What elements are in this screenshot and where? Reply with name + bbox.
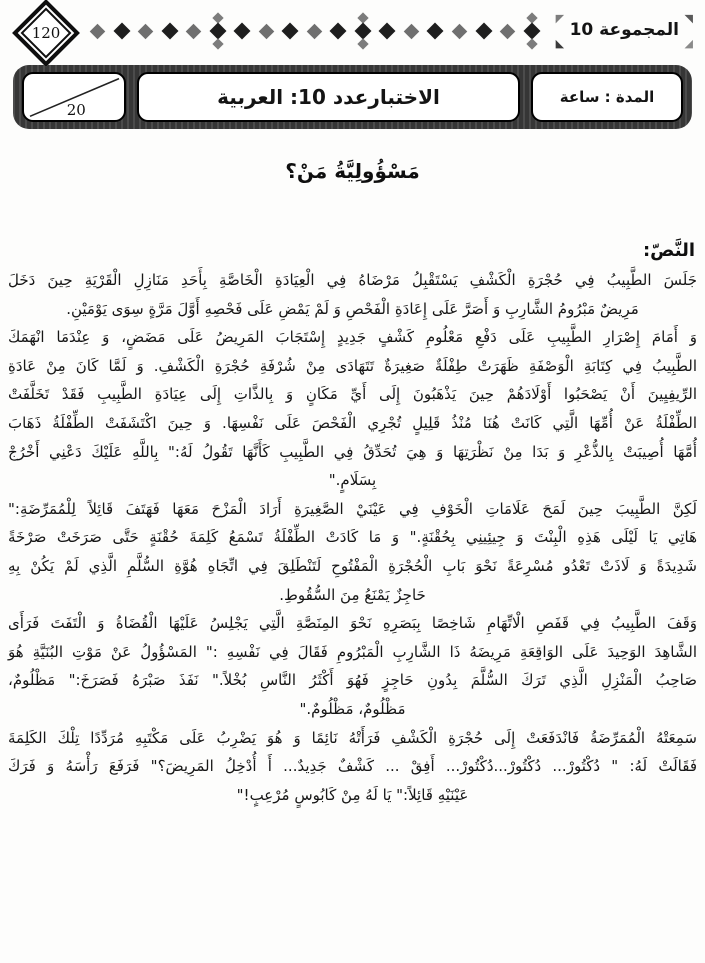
diamond-ornament-icon	[90, 23, 106, 39]
diamond-ornament-icon	[234, 23, 251, 40]
paragraph	[8, 609, 697, 723]
diamond-ornament-icon	[330, 23, 347, 40]
score-box	[22, 72, 126, 122]
diamond-ornament-icon	[379, 23, 396, 40]
text-line: وَ أَمَامَ إِصْرَارِ الطَّبِيبِ عَلَى دَفْعِ مَعْلُومِ كَشْفٍ جَدِيدٍ إِسْتَجَابَ المَرِيضُ عَلَى مَضَضٍ، وَ عِنْدَمَا انْهَمَكَ	[8, 328, 697, 347]
diamond-cluster-ornament-icon	[357, 14, 369, 48]
text-line: سَمِعَتْهُ الْمُمَرِّضَةُ فَانْدَفَعَتْ إِلَى حُجْرَةِ الْكَشْفِ فَرَأَتْهُ نَائِمًا وَ هُوَ يَضْرِبُ عَلَى مَكْتَبِهِ مُرَدِّدًا تِلْكَ الكَلِمَةَ	[8, 728, 697, 747]
score-total: 20	[66, 101, 86, 119]
text-line: عَيْنَيْهِ قَائِلاً:" يَا لَهُ مِنْ كَابُوسٍ مُرْعِبٍ!"	[236, 785, 469, 804]
text-line: الطَّبِيبُ فِي كِتَابَةِ الْوَصْفَةِ ظَهَرَتْ طِفْلَةٌ صَغِيرَةٌ تَتَهَادَى مِنْ شُرْفَةِ حُجْرَةِ الْكَشْفِ. وَ لَمَّا كَانَ مِنْ عَادَةِ	[8, 356, 697, 375]
paragraph	[8, 323, 697, 495]
diamond-ornament-icon	[404, 23, 420, 39]
text-line: حَاجِزٌ يَمْنَعُ مِنَ السُّقُوطِ.	[279, 585, 426, 604]
diamond-ornament-icon	[500, 23, 516, 39]
text-line: الرِّيفِيِينَ أَنْ يَصْحَبُوا أَوْلَادَهُمْ حِينَ يَذْهَبُونَ إِلَى أَيِّ مَكَانٍ وَ بِالذَّاتِ إِلَى عِيَادَةِ الطَّبِيبِ فَقَدْ تَخَلَّفَتْ	[8, 385, 697, 404]
corner-triangle-icon: ◤	[555, 12, 565, 25]
text-body	[8, 266, 697, 809]
paragraph	[8, 724, 697, 810]
diamond-ornament-icon	[427, 23, 444, 40]
corner-triangle-icon: ◢	[684, 37, 693, 50]
text-line: الطِّفْلَةُ عَنْ أُمِّهَا الَّتِي كَانَتْ هُنَا مُنْذُ قَلِيلٍ تُجْرِي الْفَحْصَ عَلَى نَفْسِهَا. وَ حِينَ اكْتَشَفَتْ الطِّفْلَةُ ذَهَابَ	[8, 413, 697, 432]
text-line: جَلَسَ الطَّبِيبُ فِي حُجْرَةِ الْكَشْفِ يَسْتَقْبِلُ مَرْضَاهُ فِي الْعِيَادَةِ الْخَاصَّةِ بِأَحَدِ مَنَازِلِ الْقَرْيَةِ حِينَ دَخَلَ	[8, 271, 697, 289]
paragraph	[8, 266, 697, 323]
paragraph	[8, 495, 697, 609]
text-line: وَقَفَ الطَّبِيبُ فِي قَفَصِ الْاتِّهَامِ شَاخِصًا بِبَصَرِهِ نَحْوَ المِنَصَّةِ الَّتِي يَجْلِسُ عَلَيْهَا الْقُضَاةُ وَ الْتَفَتَ فَرَأَى	[8, 614, 697, 633]
corner-triangle-icon: ◥	[684, 12, 693, 25]
diamond-cluster-ornament-icon	[212, 14, 224, 48]
diamond-ornament-row	[86, 6, 544, 56]
text-line: شَدِيدَةً وَ لَاذَتْ تَعْدُو مُسْرِعَةً نَحْوَ بَابِ الْحُجْرَةِ الْمَفْتُوحِ لَتَنْطَلِقَ فِي اتِّجَاهِ هُوَّةِ السُّلَّمِ الَّذِي لَمْ يَكُنْ بِهِ	[8, 556, 697, 575]
exam-title: الاختبارعدد 10: العربية	[217, 85, 440, 109]
page-number-badge	[12, 0, 80, 67]
diamond-ornament-icon	[138, 23, 154, 39]
text-line: صَاحِبُ الْمَنْزِلِ الَّذِي تَرَكَ السُّلَّمَ بِدُونِ حَاجِزٍ فَهُوَ أَكْثَرُ النَّاسِ بُخْلاً." نَفَذَ صَبْرَهُ فَصَرَخَ:" مَظْلُومٌ،	[8, 671, 697, 690]
document-title: مَسْؤُولِيَّةُ مَنْ؟	[285, 159, 420, 183]
diamond-ornament-icon	[475, 23, 492, 40]
diamond-cluster-ornament-icon	[526, 14, 538, 48]
text-line: لَكِنَّ الطَّبِيبَ حِينَ لَمَحَ عَلَامَاتِ الْخَوْفِ فِي عَيْنَيْ الصَّغِيرَةِ أَرَادَ الْمَزْحَ مَعَهَا فَهَتَفَ قَائِلاً لِلْمُمَرِّضَةِ:"	[8, 499, 697, 518]
text-line: مَظْلُومٌ، مَظْلُومٌ."	[299, 699, 406, 718]
page-header	[0, 0, 705, 56]
section-label: النَّصّ:	[642, 240, 695, 261]
diamond-ornament-icon	[113, 23, 130, 40]
text-line: هَاتِي يَا لَيْلَى هَذِهِ الْبِنْتَ وَ جِيئِينِي بِحُقْنَةٍ." وَ مَا كَادَتْ الطِّفْلَةُ تَسْمَعُ كَلِمَةَ حُقْنَةٍ حَتَّى صَرَخَتْ صَرْخَةً	[8, 528, 697, 547]
diamond-ornament-icon	[452, 23, 468, 39]
exam-bar	[13, 65, 692, 129]
text-line: بِسَلَامٍ."	[328, 471, 377, 490]
text-line: أُمَّهَا أُصِيبَتْ بِالذُّعْرِ وَ بَدَا مِنْ نَظْرَتِهَا وَ هِيَ تُحَدِّقُ فِي الطَّبِيبِ كَأَنَّهَا تَقُولُ لَهُ:" بِاللَّهِ عَلَيْكَ دَعْنِي أَخْرُجْ	[8, 442, 697, 461]
text-line: مَرِيضٌ مَبْرُومُ الشَّارِبِ وَ أَصَرَّ عَلَى إِعَادَةِ الْفَحْصِ وَ لَمْ يَمْضِ عَلَى فَحْصِهِ أَوَّلَ مَرَّةٍ سِوَى يَوْمَيْنِ.	[66, 299, 639, 318]
diamond-ornament-icon	[282, 23, 299, 40]
duration-label: المدة : ساعة	[559, 88, 655, 106]
group-label	[554, 12, 695, 50]
duration-box	[531, 72, 683, 122]
exam-title-box	[137, 72, 520, 122]
corner-triangle-icon: ◣	[555, 37, 565, 50]
diamond-ornament-icon	[161, 23, 178, 40]
page-number: 120	[31, 24, 61, 42]
diamond-ornament-icon	[186, 23, 202, 39]
group-label-text: المجموعة 10	[569, 20, 679, 40]
diamond-ornament-icon	[258, 23, 274, 39]
diamond-ornament-icon	[307, 23, 323, 39]
text-line: الشَّاهِدَ الوَحِيدَ عَلَى الوَاقِعَةِ مَرِيضَهُ ذَا الشَّارِبِ الْمَبْرُومِ فَقَالَ فِي نَفْسِهِ :" المَسْؤُولُ عَنْ مَوْتِ البُنَيَّةِ هُوَ	[8, 642, 697, 661]
text-line: فَقَالَتْ لَهُ: " دُكْتُورْ... دُكْتُورْ...دُكْتُورْ... أَفِقْ ... كَشْفٌ جَدِيدٌ... أَ أُدْخِلُ المَرِيضَ؟" فَرَفَعَ رَأْسَهُ وَ فَرَكَ	[8, 757, 697, 776]
